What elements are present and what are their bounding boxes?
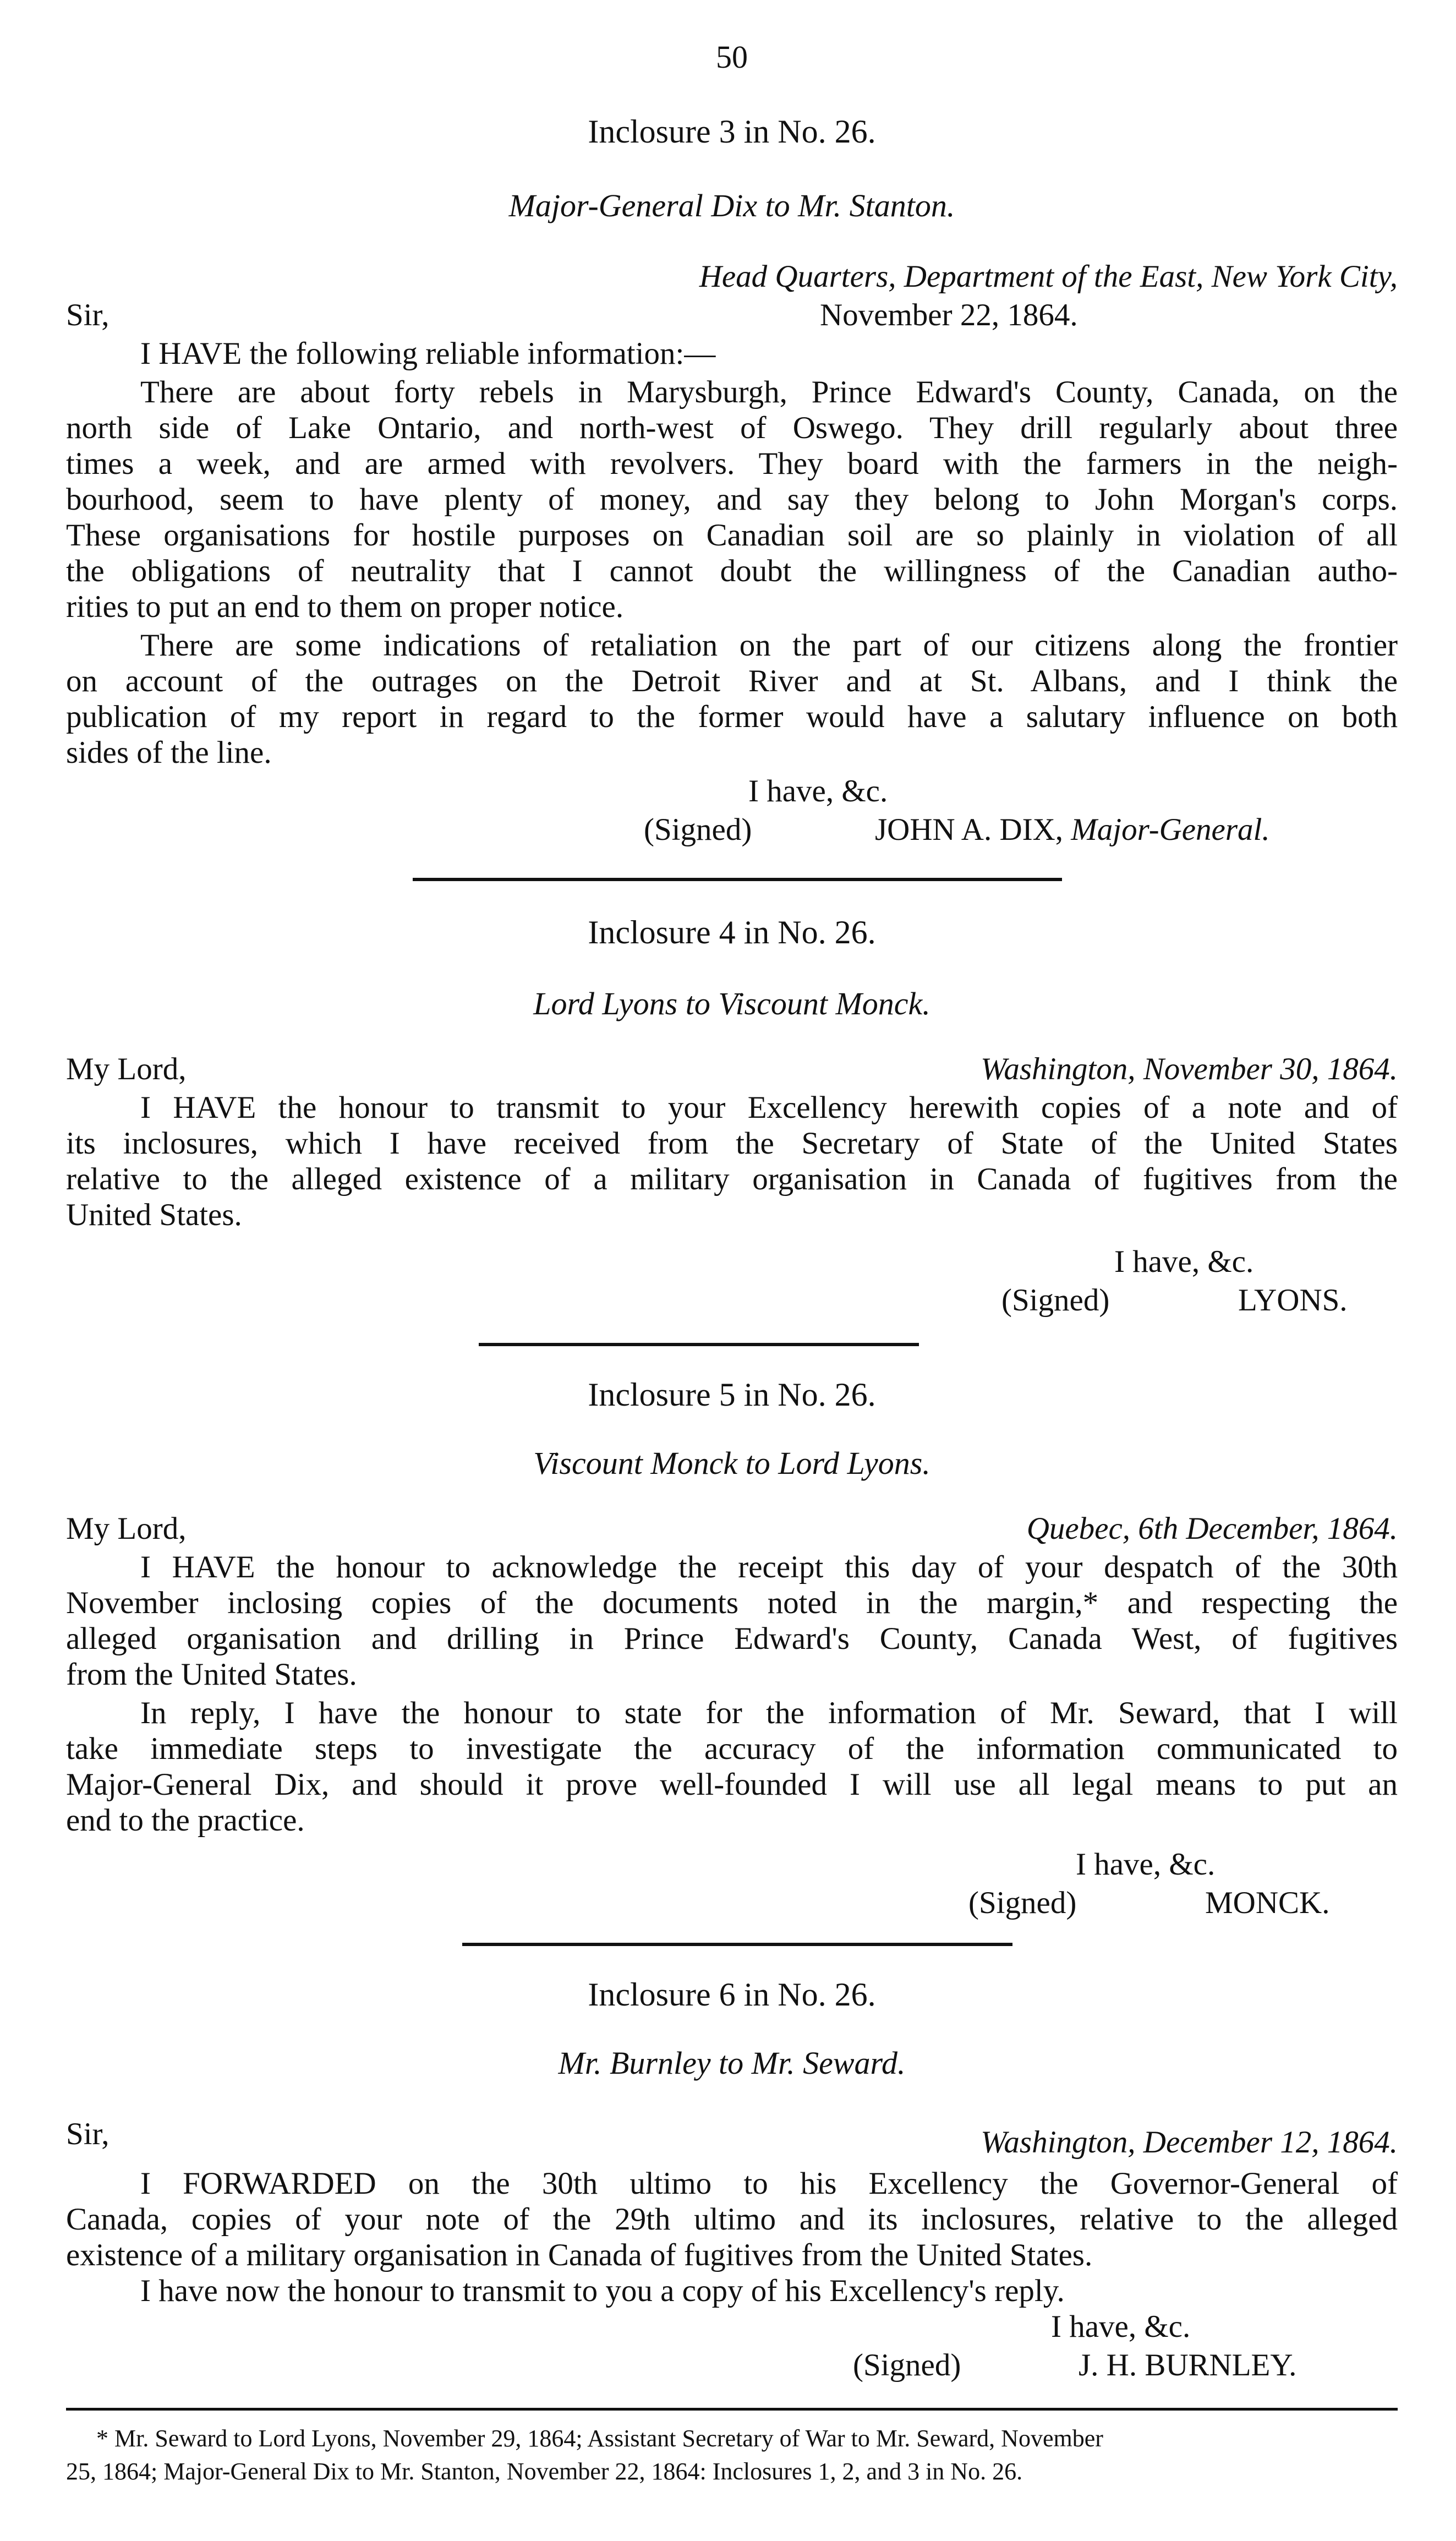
body-line: These organisations for hostile purposes on Canadian soil are so plainly in violation of all	[66, 518, 1398, 553]
place-date-text: Quebec, 6th December, 1864.	[1026, 1511, 1398, 1546]
body-line: November inclosing copies of the documents noted in the margin,* and respecting the	[66, 1586, 1398, 1620]
body-line: from the United States.	[66, 1657, 357, 1692]
footnote-divider	[66, 2408, 1398, 2411]
body-line: Major-General Dix, and should it prove well-founded I will use all legal means to put an	[66, 1767, 1398, 1802]
inclosure-heading: Inclosure 5 in No. 26.	[588, 1376, 876, 1413]
body-line: north side of Lake Ontario, and north-west of Oswego. They drill regularly about three	[66, 411, 1398, 445]
inclosure-heading: Inclosure 4 in No. 26.	[588, 914, 876, 950]
signed-label: (Signed)	[968, 1886, 1077, 1920]
section-divider	[462, 1943, 1012, 1946]
body-line: sides of the line.	[66, 735, 272, 770]
body-line: alleged organisation and drilling in Prince Edward's County, Canada West, of fugitives	[66, 1621, 1398, 1656]
body-line: end to the practice.	[66, 1803, 305, 1838]
section-divider	[413, 878, 1062, 881]
body-line: I HAVE the following reliable information:—	[140, 336, 716, 371]
letter-title: Major-General Dix to Mr. Stanton.	[508, 188, 955, 223]
body-line: United States.	[66, 1198, 242, 1232]
inclosure-heading: Inclosure 6 in No. 26.	[588, 1976, 876, 2013]
footnote-line: * Mr. Seward to Lord Lyons, November 29, 1864; Assistant Secretary of War to Mr. Seward, November	[96, 2425, 1103, 2452]
signer: MONCK.	[1205, 1886, 1330, 1920]
body-line: I have now the honour to transmit to you a copy of his Excellency's reply.	[140, 2274, 1065, 2308]
body-line: take immediate steps to investigate the accuracy of the information communicated to	[66, 1731, 1398, 1766]
body-line: the obligations of neutrality that I cannot doubt the willingness of the Canadian autho-	[66, 554, 1398, 588]
body-line: Canada, copies of your note of the 29th ultimo and its inclosures, relative to the alleged	[66, 2202, 1398, 2237]
body-line: I HAVE the honour to transmit to your Excellency herewith copies of a note and of	[140, 1090, 1398, 1125]
letter-place-date	[946, 1511, 1398, 1547]
closing: I have, &c.	[748, 774, 888, 808]
signer: J. H. BURNLEY.	[1079, 2348, 1297, 2382]
letter-date: November 22, 1864.	[820, 298, 1078, 332]
letter-place-date: Washington, November 30, 1864.	[981, 1052, 1398, 1086]
body-line: rities to put an end to them on proper notice.	[66, 589, 624, 624]
signed-label: (Signed)	[853, 2348, 961, 2382]
inclosure-heading: Inclosure 3 in No. 26.	[588, 113, 876, 150]
salutation: My Lord,	[66, 1511, 187, 1546]
body-line: There are about forty rebels in Marysburgh, Prince Edward's County, Canada, on the	[140, 375, 1398, 409]
letter-title: Lord Lyons to Viscount Monck.	[533, 986, 930, 1021]
page-number: 50	[716, 39, 748, 75]
letter-place: Head Quarters, Department of the East, New York City,	[699, 259, 1398, 294]
body-line: There are some indications of retaliation on the part of our citizens along the frontier	[140, 628, 1398, 663]
footnote-line: 25, 1864; Major-General Dix to Mr. Stanton, November 22, 1864: Inclosures 1, 2, and 3 in No. 26.	[66, 2458, 1023, 2485]
salutation: My Lord,	[66, 1052, 187, 1086]
body-line: relative to the alleged existence of a military organisation in Canada of fugitives from the	[66, 1162, 1398, 1196]
section-divider	[479, 1343, 919, 1346]
closing: I have, &c.	[1114, 1244, 1254, 1279]
letter-title: Mr. Burnley to Mr. Seward.	[558, 2045, 906, 2081]
signed-label: (Signed)	[644, 812, 752, 847]
letter-title: Viscount Monck to Lord Lyons.	[533, 1445, 930, 1481]
closing: I have, &c.	[1051, 2309, 1191, 2344]
body-line: I FORWARDED on the 30th ultimo to his Excellency the Governor-General of	[140, 2166, 1398, 2201]
body-line: bourhood, seem to have plenty of money, and say they belong to John Morgan's corps.	[66, 482, 1398, 517]
salutation: Sir,	[66, 2117, 110, 2151]
salutation: Sir,	[66, 298, 110, 332]
closing: I have, &c.	[1076, 1847, 1216, 1882]
body-line: In reply, I have the honour to state for the information of Mr. Seward, that I will	[140, 1696, 1398, 1730]
letter-place-date: Washington, December 12, 1864.	[981, 2125, 1398, 2160]
body-line: its inclosures, which I have received from the Secretary of State of the United States	[66, 1126, 1398, 1161]
signed-label: (Signed)	[1001, 1283, 1110, 1318]
signer-name	[875, 812, 1270, 848]
body-line: I HAVE the honour to acknowledge the receipt this day of your despatch of the 30th	[140, 1550, 1398, 1584]
signer: LYONS.	[1238, 1283, 1348, 1318]
document-page	[66, 0, 1398, 2541]
body-line: existence of a military organisation in Canada of fugitives from the United States.	[66, 2238, 1093, 2272]
body-line: times a week, and are armed with revolvers. They board with the farmers in the neigh-	[66, 446, 1398, 481]
body-line: on account of the outrages on the Detroit River and at St. Albans, and I think the	[66, 664, 1398, 698]
body-line: publication of my report in regard to the former would have a salutary influence on both	[66, 700, 1398, 734]
signer-title: Major-General.	[1071, 812, 1270, 847]
signer: JOHN A. DIX,	[875, 812, 1063, 847]
